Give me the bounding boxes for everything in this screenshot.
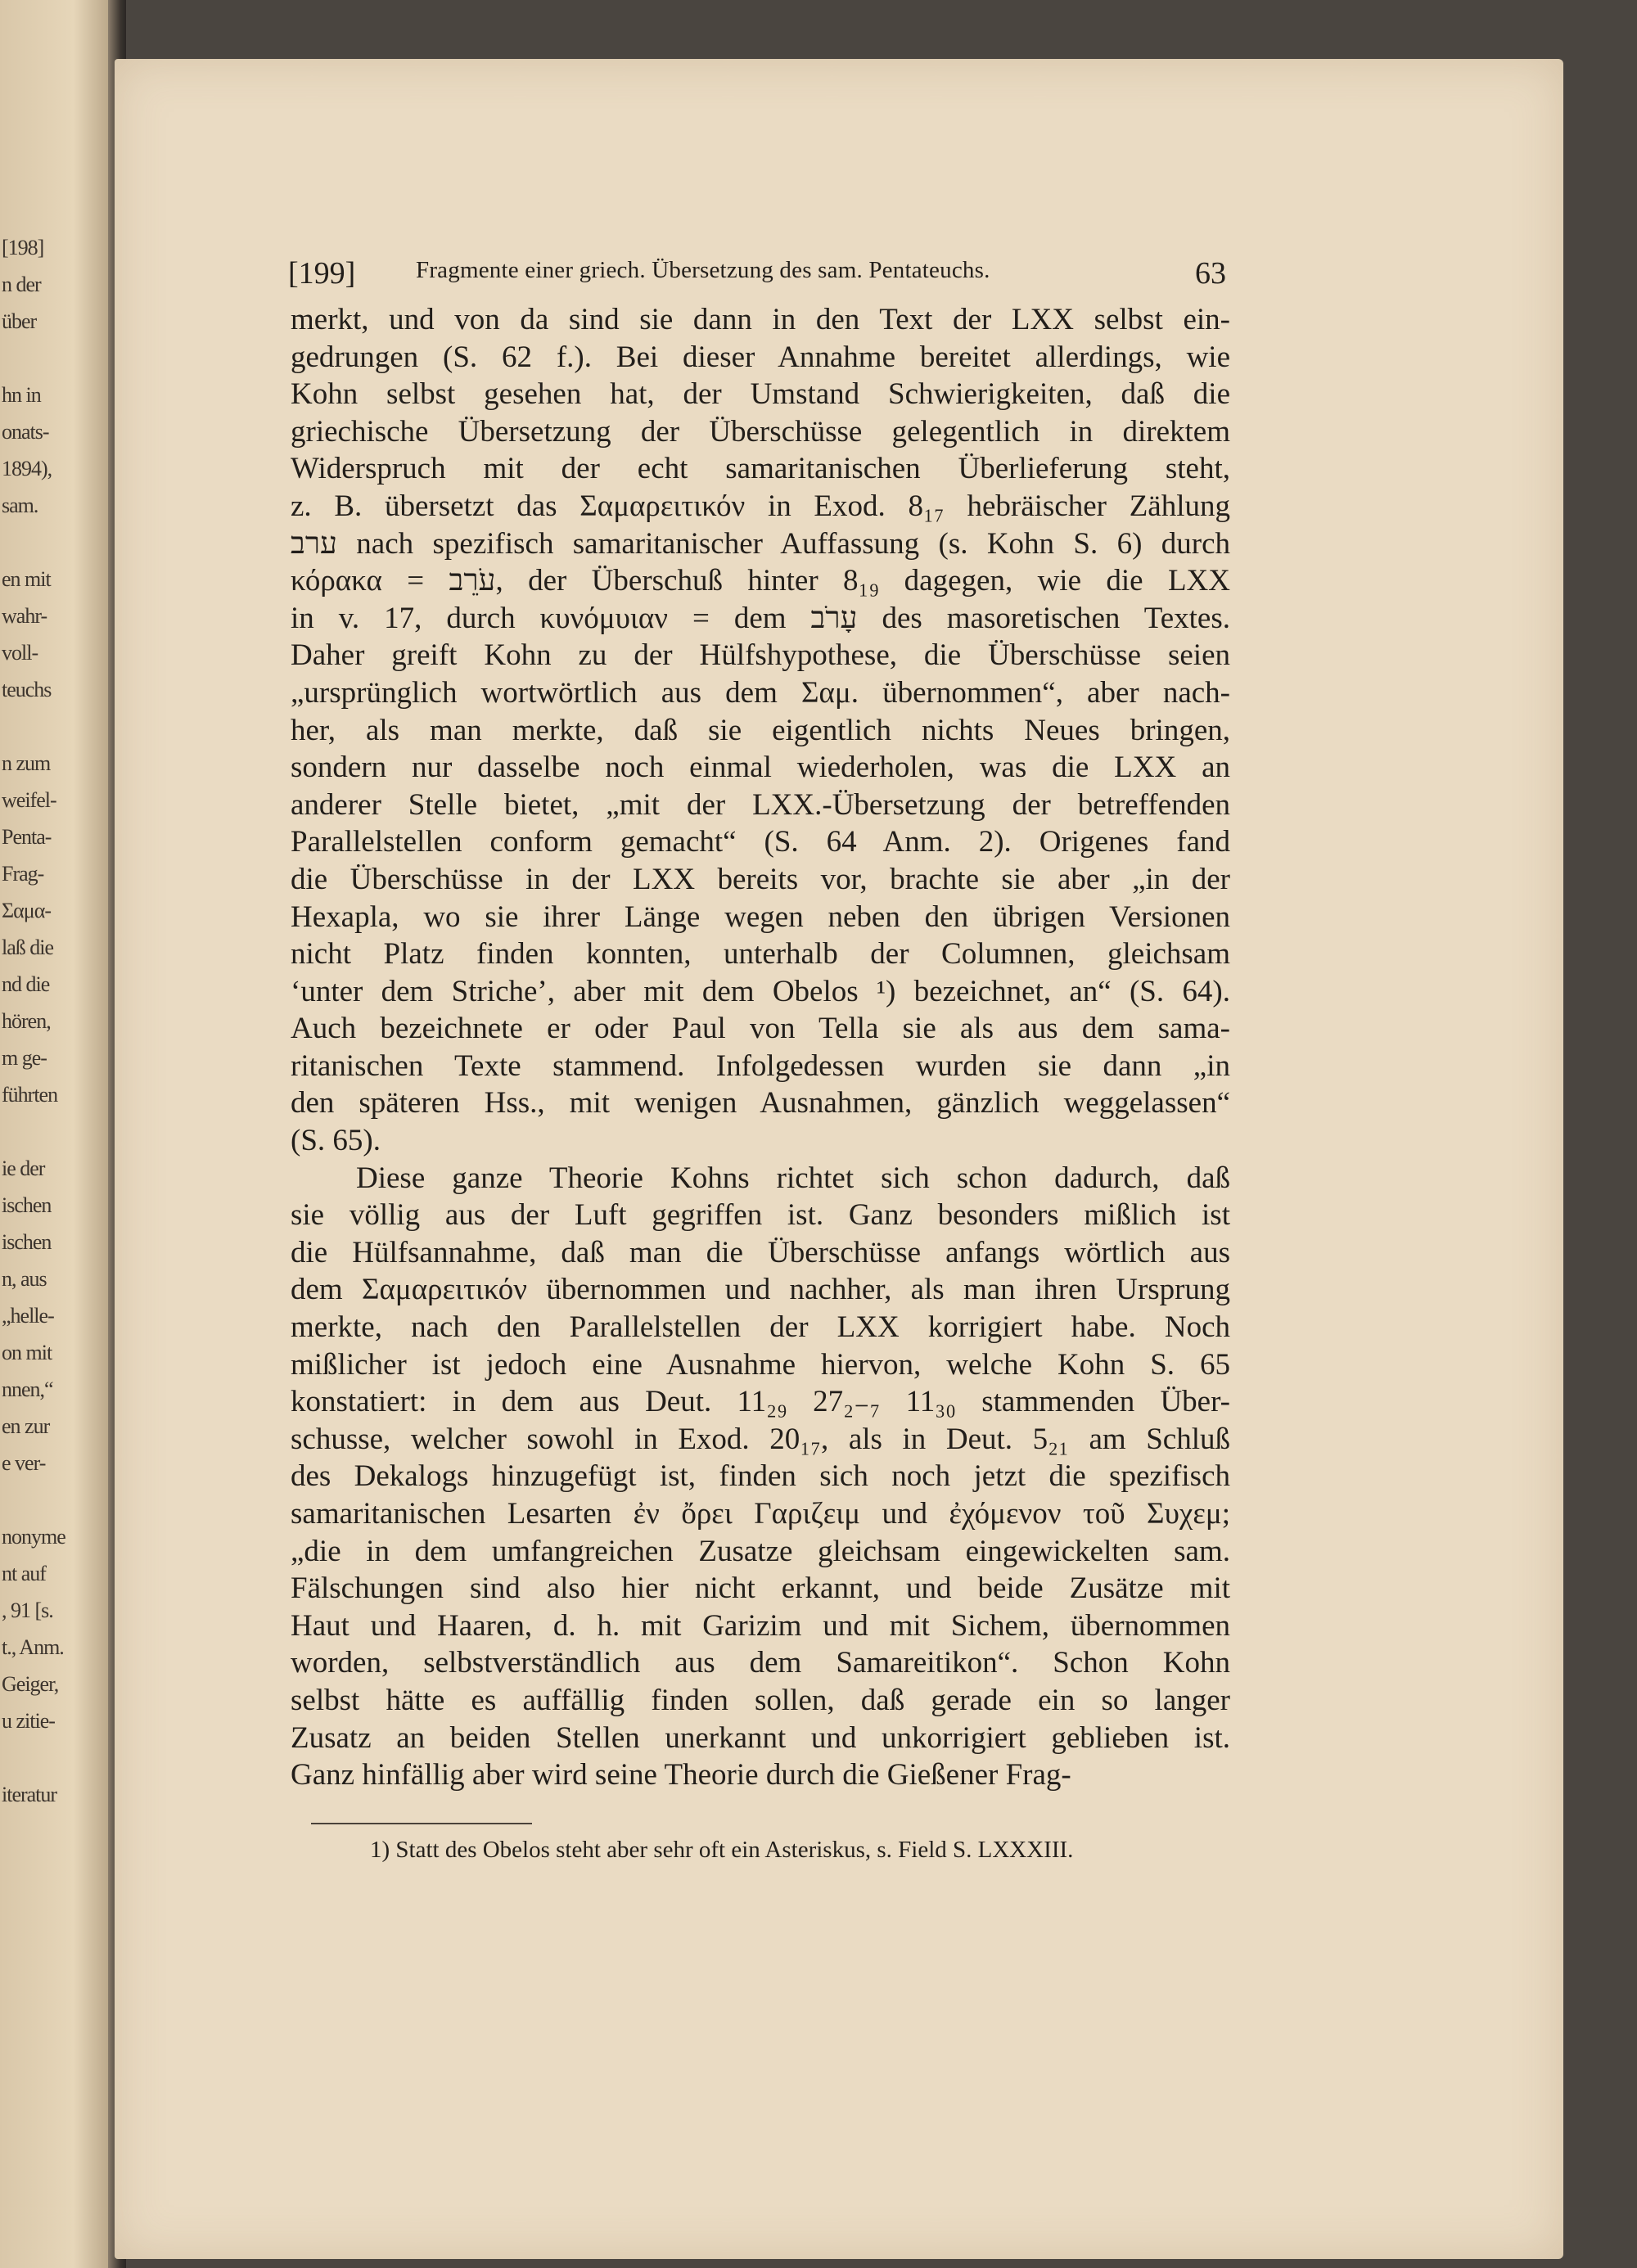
text-line: Fälschungen sind also hier nicht erkannt, und beide Zusätze mit	[291, 1571, 1230, 1606]
text-line: die Hülfsannahme, daß man die Überschüsse anfangs wörtlich aus	[291, 1235, 1230, 1269]
text-line: dem Σαμαρειτικόν übernommen und nachher, als man ihren Ursprung	[291, 1273, 1230, 1307]
margin-fragment	[2, 524, 100, 561]
text-line: ritanischen Texte stammend. Infolgedessen wurden sie dann „in	[291, 1048, 1230, 1083]
bracket-page-number: [199]	[288, 256, 356, 291]
running-title: Fragmente einer griech. Übersetzung des sam. Pentateuchs.	[416, 257, 990, 283]
margin-fragment: nnen,“	[2, 1377, 53, 1401]
text-line: konstatiert: in dem aus Deut. 11₂₉ 27₂₋₇ 11₃₀ stammenden Über-	[291, 1385, 1230, 1419]
text-line: mißlicher ist jedoch eine Ausnahme hiervon, welche Kohn S. 65	[291, 1347, 1230, 1382]
margin-fragment	[2, 1113, 100, 1150]
text-line: des Dekalogs hinzugefügt ist, finden sich noch jetzt die spezifisch	[291, 1459, 1230, 1494]
text-line: Auch bezeichnete er oder Paul von Tella sie als aus dem sama-	[291, 1012, 1230, 1046]
margin-fragment: nt auf	[2, 1562, 46, 1585]
text-line: nicht Platz finden konnten, unterhalb der Columnen, gleichsam	[291, 937, 1230, 972]
text-line: griechische Übersetzung der Überschüsse gelegentlich in direktem	[291, 414, 1230, 449]
footnote-rule	[311, 1823, 532, 1824]
margin-fragment: m ge-	[2, 1046, 47, 1070]
margin-fragment: Penta-	[2, 825, 52, 849]
margin-fragment: t., Anm.	[2, 1635, 64, 1659]
margin-fragment: 1894),	[2, 457, 52, 480]
margin-fragment: onats-	[2, 420, 49, 444]
text-line: gedrungen (S. 62 f.). Bei dieser Annahme bereitet allerdings, wie	[291, 340, 1230, 374]
margin-fragment: Frag-	[2, 862, 44, 886]
margin-fragment: weifel-	[2, 788, 56, 812]
text-line: κόρακα = עֹרֵב, der Überschuß hinter 8₁₉ dagegen, wie die LXX	[291, 564, 1230, 598]
margin-fragment: sam.	[2, 494, 38, 517]
text-line: schusse, welcher sowohl in Exod. 20₁₇, als in Deut. 5₂₁ am Schluß	[291, 1422, 1230, 1456]
margin-fragment: voll-	[2, 641, 38, 665]
text-line: (S. 65).	[291, 1124, 381, 1158]
margin-fragment: , 91 [s.	[2, 1598, 53, 1622]
margin-fragment: n, aus	[2, 1267, 47, 1291]
text-line: Hexapla, wo sie ihrer Länge wegen neben den übrigen Versionen	[291, 900, 1230, 934]
text-line: Kohn selbst gesehen hat, der Umstand Schwierigkeiten, daß die	[291, 377, 1230, 412]
left-facing-page	[0, 0, 123, 2268]
text-line: Haut und Haaren, d. h. mit Garizim und mit Sichem, übernommen	[291, 1608, 1230, 1643]
margin-fragment: führten	[2, 1083, 58, 1107]
text-line: anderer Stelle bietet, „mit der LXX.-Übersetzung der betreffenden	[291, 787, 1230, 822]
page-number: 63	[1195, 256, 1226, 291]
margin-fragment	[2, 340, 100, 376]
text-line: in v. 17, durch κυνόμυιαν = dem עָרֹב des masoretischen Textes.	[291, 601, 1230, 635]
text-line: Diese ganze Theorie Kohns richtet sich schon dadurch, daß	[356, 1161, 1230, 1195]
footnote: 1) Statt des Obelos steht aber sehr oft ein Asteriskus, s. Field S. LXXXIII.	[370, 1837, 1074, 1863]
text-line: merkt, und von da sind sie dann in den Text der LXX selbst ein-	[291, 303, 1230, 336]
text-line: samaritanischen Lesarten ἐν ὄρει Γαριζειμ und ἐχόμενον τοῦ Συχεμ;	[291, 1497, 1230, 1531]
margin-fragment: n zum	[2, 751, 51, 775]
margin-fragment: n der	[2, 273, 41, 296]
text-line: worden, selbstverständlich aus dem Samareitikon“. Schon Kohn	[291, 1646, 1230, 1680]
margin-fragment: on mit	[2, 1341, 52, 1364]
text-line: her, als man merkte, daß sie eigentlich nichts Neues bringen,	[291, 713, 1230, 747]
text-line: Zusatz an beiden Stellen unerkannt und unkorrigiert geblieben ist.	[291, 1720, 1230, 1755]
margin-fragment: nonyme	[2, 1525, 65, 1549]
text-line: den späteren Hss., mit wenigen Ausnahmen, gänzlich weggelassen“	[291, 1086, 1230, 1120]
margin-fragment	[2, 1481, 100, 1518]
margin-fragment: laß die	[2, 936, 54, 959]
text-line: z. B. übersetzt das Σαμαρειτικόν in Exod. 8₁₇ hebräischer Zählung	[291, 489, 1230, 523]
text-line: sie völlig aus der Luft gegriffen ist. Ganz besonders mißlich ist	[291, 1198, 1230, 1233]
text-line: ‘unter dem Striche’, aber mit dem Obelos ¹) bezeichnet, an“ (S. 64).	[291, 974, 1230, 1008]
text-line: sondern nur dasselbe noch einmal wiederholen, was die LXX an	[291, 751, 1230, 785]
margin-fragment: iteratur	[2, 1783, 57, 1806]
margin-fragment: u zitie-	[2, 1709, 55, 1733]
margin-fragment: wahr-	[2, 604, 47, 628]
margin-fragment: en zur	[2, 1414, 50, 1438]
text-line: Ganz hinfällig aber wird seine Theorie durch die Gießener Frag-	[291, 1758, 1071, 1792]
margin-fragment: nd die	[2, 972, 50, 996]
text-line: „ursprünglich wortwörtlich aus dem Σαμ. übernommen“, aber nach-	[291, 675, 1230, 710]
text-line: Daher greift Kohn zu der Hülfshypothese, die Überschüsse seien	[291, 638, 1230, 673]
text-line: ערב nach spezifisch samaritanischer Auffassung (s. Kohn S. 6) durch	[291, 526, 1230, 561]
running-header	[288, 255, 1226, 296]
margin-fragment: [198]	[2, 236, 44, 259]
left-page-margin-fragments	[2, 229, 100, 1813]
margin-fragment: „helle-	[2, 1304, 54, 1328]
text-line: „die in dem umfangreichen Zusatze gleichsam eingewickelten sam.	[291, 1534, 1230, 1568]
text-line: Parallelstellen conform gemacht“ (S. 64 Anm. 2). Origenes fand	[291, 825, 1230, 859]
margin-fragment: ischen	[2, 1193, 52, 1217]
margin-fragment: ie der	[2, 1157, 45, 1180]
margin-fragment	[2, 1739, 100, 1776]
text-line: Widerspruch mit der echt samaritanischen Überlieferung steht,	[291, 452, 1230, 486]
margin-fragment: ischen	[2, 1230, 52, 1254]
text-line: die Überschüsse in der LXX bereits vor, brachte sie aber „in der	[291, 862, 1230, 896]
margin-fragment: Σαμα-	[2, 899, 51, 922]
margin-fragment: en mit	[2, 567, 51, 591]
text-line: selbst hätte es auffällig finden sollen, daß gerade ein so langer	[291, 1683, 1230, 1717]
margin-fragment: über	[2, 309, 37, 333]
margin-fragment: hören,	[2, 1009, 51, 1033]
margin-fragment: teuchs	[2, 678, 52, 701]
margin-fragment: e ver-	[2, 1451, 46, 1475]
margin-fragment	[2, 708, 100, 745]
margin-fragment: Geiger,	[2, 1672, 59, 1696]
margin-fragment: hn in	[2, 383, 41, 407]
body-text	[291, 301, 1230, 1794]
text-line: merkte, nach den Parallelstellen der LXX korrigiert habe. Noch	[291, 1310, 1230, 1345]
